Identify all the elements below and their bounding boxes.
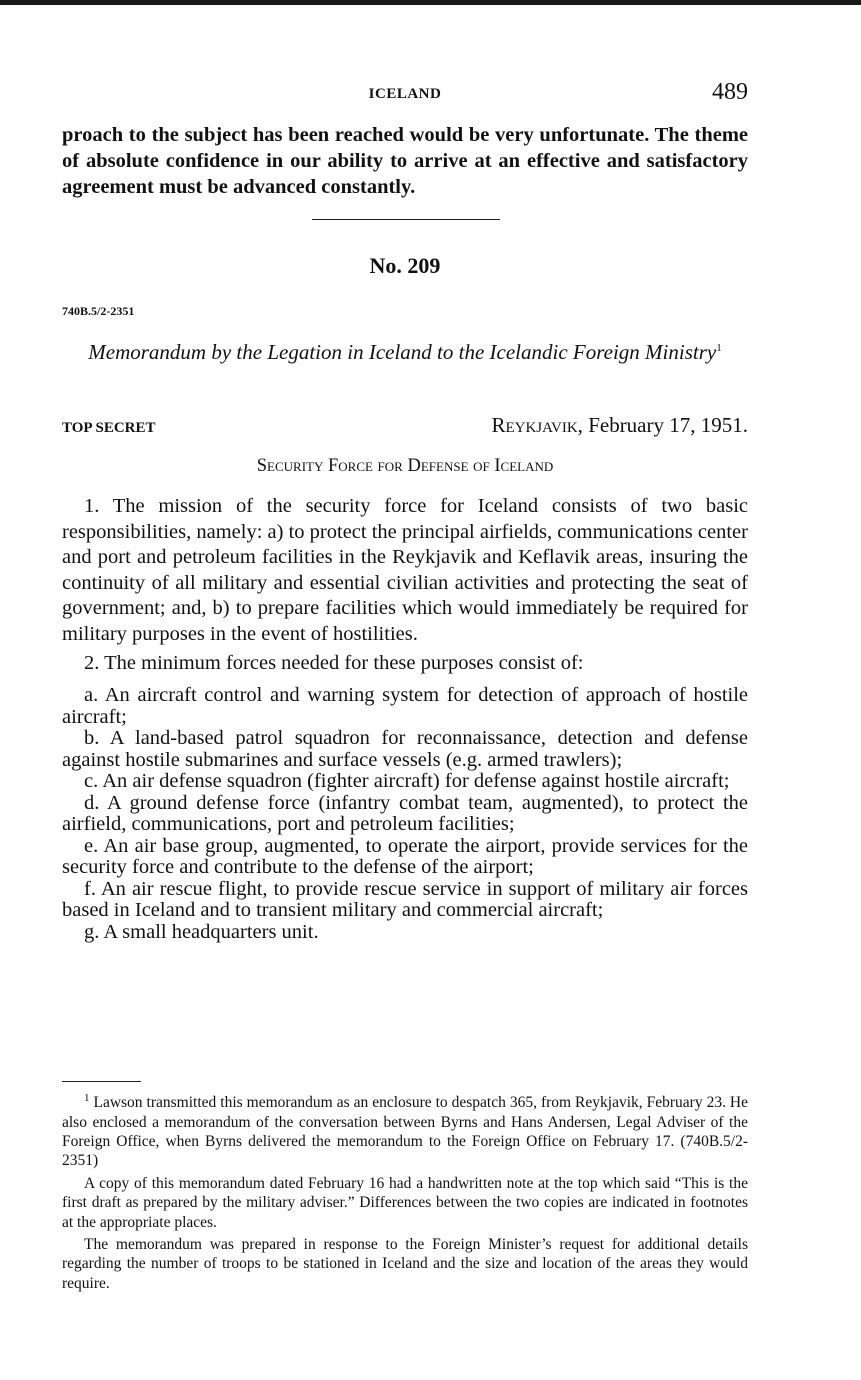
list-item: c. An air defense squadron (fighter aircraft) for defense against hostile aircraft; <box>84 770 730 793</box>
footnote-continuation: The memorandum was prepared in response to the Foreign Minister’s request for additional details regarding the number of troops to be stationed in Iceland and the size and location of the areas they would require. <box>62 1236 748 1292</box>
list-item: g. A small headquarters unit. <box>84 920 319 943</box>
top-edge-rule <box>0 0 861 5</box>
paragraph-2: 2. The minimum forces needed for these purposes consist of: <box>84 651 584 674</box>
dateline <box>491 413 748 438</box>
footnote-rule <box>62 1081 141 1082</box>
footnotes <box>62 1089 748 1293</box>
list-item: a. An aircraft control and warning system for detection of approach of hostile aircraft; <box>62 684 748 728</box>
running-head-title: ICELAND <box>368 86 442 102</box>
list-item: e. An air base group, augmented, to operate the airport, provide services for the security force and contribute to the defense of the airport; <box>62 834 748 879</box>
carryover-paragraph: proach to the subject has been reached would be very unfortunate. The theme of absolute confidence in our ability to arrive at an effective and satisfactory agreement must be advanced constantly. <box>62 124 748 198</box>
classification-label: TOP SECRET <box>62 420 156 436</box>
running-head <box>62 79 748 108</box>
file-number: 740B.5/2-2351 <box>62 304 135 318</box>
document-number: No. 209 <box>369 253 441 278</box>
document-title <box>62 335 748 365</box>
section-divider <box>312 219 500 220</box>
footnote-continuation: A copy of this memorandum dated February 16 had a handwritten note at the top which said “This is the first draft as prepared by the military adviser.” Differences between the two copies are indicated in footnotes at the appropriate places. <box>62 1174 748 1231</box>
footnote-marker: 1 <box>84 1092 90 1104</box>
document-title-text: Memorandum by the Legation in Iceland to the Icelandic Foreign Ministry <box>88 340 717 364</box>
footnote <box>62 1089 748 1171</box>
section-heading: Security Force for Defense of Iceland <box>256 456 554 476</box>
dateline-date: February 17, 1951. <box>588 413 748 437</box>
forces-list <box>62 685 748 943</box>
title-footnote-marker: 1 <box>716 342 722 354</box>
list-item: b. A land-based patrol squadron for reconnaissance, detection and defense against hostile submarines and surface vessels (e.g. armed trawlers); <box>62 727 748 771</box>
list-item: d. A ground defense force (infantry combat team, augmented), to protect the airfield, communications, port and petroleum facilities; <box>62 791 748 836</box>
footnote-text: Lawson transmitted this memorandum as an enclosure to despatch 365, from Reykjavik, February 23. He also enclosed a memorandum of the conversation between Byrns and Hans Andersen, Legal Adviser of the Foreign Office, when Byrns delivered the memorandum to the Foreign Office on February 17. (740B.5/2-2351) <box>62 1094 748 1170</box>
list-item: f. An air rescue flight, to provide rescue service in support of military air forces based in Iceland and to transient military and commercial aircraft; <box>62 877 748 922</box>
paragraph-1: 1. The mission of the security force for Iceland consists of two basic responsibilities, namely: a) to protect the principal airfields, communications center and port and petroleum facilities in the Reykjavik and Keflavik areas, insuring the continuity of all military and essential civilian activities and protecting the seat of government; and, b) to prepare facilities which would immediately be required for military purposes in the event of hostilities. <box>62 495 748 645</box>
page-number: 489 <box>712 79 748 105</box>
memorandum-body <box>62 494 748 943</box>
dateline-place: Reykjavik, <box>491 413 583 437</box>
